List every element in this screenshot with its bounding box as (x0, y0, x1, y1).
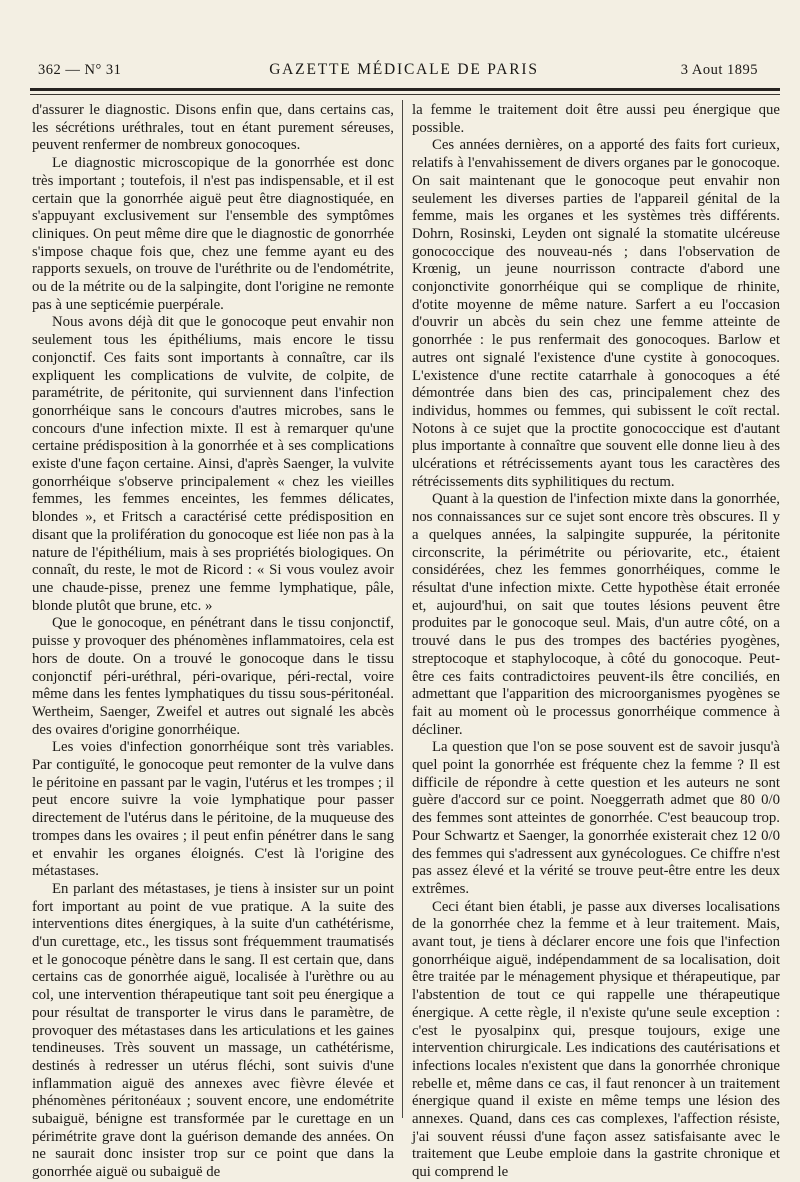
paragraph: Nous avons déjà dit que le gonocoque peut envahir non seulement tous les épithéliums, mais encore le tissu conjonctif. Ces faits sont importants à connaître, car ils expliquent les complications de vulvite, de colpite, de paramétrite, de péritonite, qui surviennent dans l'infection gonorrhéique sans le concours d'autres microbes, sans le concours d'une infection mixte. Il est à remarquer qu'une certaine prédisposition à la gonorrhée et à ses complications existe d'une façon certaine. Ainsi, d'après Saenger, la vulvite gonorrhéique s'observe principalement « chez les vieilles femmes, les femmes enceintes, les femmes délicates, blondes », et Fritsch a caractérisé cette prédisposition en disant que la prolifération du gonocoque est liée non pas à la nature de l'épithélium, mais à ses propriétés biologiques. On connaît, du reste, le mot de Ricord : « Si vous voulez avoir une chaude-pisse, prenez une femme lymphatique, pâle, blonde plutôt que brune, etc. » (32, 314, 394, 614)
header-rule-thick (30, 88, 780, 91)
paragraph: En parlant des métastases, je tiens à insister sur un point fort important au point de vue pratique. A la suite des interventions dites énergiques, à la suite d'un cathétérisme, d'un curettage, etc., les tissus sont fréquemment traumatisés et le gonocoque pénètre dans le sang. Il est certain que, dans certains cas de gonorrhée aiguë, localisée à l'urèthre ou au col, une intervention thérapeutique tant soit peu énergique a pour résultat de transporter le virus dans le paramètre, de provoquer des métastases dans les articulations et les gaines tendineuses. Très souvent un massage, un cathétérisme, destinés à redresser un utérus fléchi, sont suivis d'une inflammation aiguë des annexes avec fièvre élevée et phénomènes péritonéaux ; souvent encore, une endométrite subaiguë, bénigne est transformée par le curettage en un périmétrite grave dont la guérison demande des années. On ne saurait donc insister trop sur ce point que dans la gonorrhée aiguë ou subaiguë de (32, 880, 394, 1181)
paragraph: Ceci étant bien établi, je passe aux diverses localisations de la gonorrhée chez la femme et à leur traitement. Mais, avant tout, je tiens à déclarer encore une fois que l'infection gonorrhéique aiguë, indépendamment de sa localisation, doit être traitée par le ménagement physique et thérapeutique, par l'abstention de tout ce qui rappelle une thérapeutique énergique. A cette règle, il n'existe qu'une seule exception : c'est le pyosalpinx qui, presque toujours, exige une intervention chirurgicale. Les indications des cautérisations et infections locales n'existent que dans la gonorrhée chronique rebelle et, même dans ce cas, il faut renoncer à un traitement énergique quand il existe en même temps une lésion des annexes. Quand, dans ces cas complexes, l'affection résiste, j'ai souvent réussi d'une façon assez satisfaisante avec le traitement que Leube emploie dans la gastrite chronique et qui comprend le (412, 898, 780, 1181)
paragraph: Ces années dernières, on a apporté des faits fort curieux, relatifs à l'envahissement de divers organes par le gonocoque. On sait maintenant que le gonocoque peut envahir non seulement les diverses parties de l'appareil génital de la femme, mais les organes et les systèmes très différents. Dohrn, Rosinski, Leyden ont signalé la stomatite ulcéreuse gonococcique des nouveau-nés ; dans l'observation de Krœnig, un jeune nourrisson contracte d'abord une conjonctivite gonorrhéique qui se complique de rhinite, d'otite moyenne de même nature. Sarfert a eu l'occasion d'ouvrir un abcès du sein chez une femme atteinte de gonorrhée : le pus renfermait des gonocoques. Barlow et autres ont signalé l'existence d'une cystite à gonocoques. L'existence d'une rectite catarrhale à gonocoques a été démontrée dans bien des cas, principalement chez des individus, hommes ou femmes, qui subissent le coït rectal. Notons à ce sujet que la proctite gonococcique est d'autant plus importante à connaître que souvent elle donne lieu à des ulcérations et rétrécissements ayant tous les caractères des rétrécissements dits syphilitiques du rectum. (412, 137, 780, 490)
column-divider (402, 100, 403, 1118)
header-rule-thin (30, 94, 780, 95)
paragraph: d'assurer le diagnostic. Disons enfin que, dans certains cas, les sécrétions uréthrales, tout en étant purement séreuses, peuvent renfermer de nombreux gonocoques. (32, 102, 394, 154)
right-column (412, 102, 780, 1181)
paragraph: Que le gonocoque, en pénétrant dans le tissu conjonctif, puisse y provoquer des phénomènes inflammatoires, cela est hors de doute. On a trouvé le gonocoque dans le tissu conjonctif péri-uréthral, péri-ovarique, péri-rectal, voire même dans les fentes lymphatiques du tissu sous-péritonéal. Wertheim, Saenger, Zweifel et autres out signalé les abcès des ovaires d'origine gonorrhéique. (32, 615, 394, 738)
paragraph: La question que l'on se pose souvent est de savoir jusqu'à quel point la gonorrhée est fréquente chez la femme ? Il est difficile de répondre à cette question et les auteurs ne sont guère d'accord sur ce point. Noeggerrath admet que 80 0/0 des femmes sont atteintes de gonorrhée. C'est beaucoup trop. Pour Schwartz et Saenger, la gonorrhée existerait chez 12 0/0 des femmes qui s'adressent aux gynécologues. Ce chiffre n'est pas assez élevé et la vérité se trouve peut-être entre les deux extrêmes. (412, 739, 780, 897)
journal-title: GAZETTE MÉDICALE DE PARIS (269, 61, 539, 78)
page-header (30, 58, 778, 86)
issue-date: 3 Aout 1895 (680, 62, 758, 78)
paragraph: Le diagnostic microscopique de la gonorrhée est donc très important ; toutefois, il n'est pas indispensable, et il est certain que la gonorrhée aiguë peut être diagnostiquée, en s'appuyant exclusivement sur l'ensemble des symptômes cliniques. On peut même dire que le diagnostic de gonorrhée s'impose chaque fois que, chez une femme ayant eu des rapports sexuels, on trouve de l'uréthrite ou de l'endométrite, ou de la métrite ou de la salpingite, dont l'origine ne remonte pas à une septicémie puerpérale. (32, 155, 394, 313)
left-column (32, 102, 394, 1181)
paragraph: Quant à la question de l'infection mixte dans la gonorrhée, nos connaissances sur ce sujet sont encore très obscures. Il y a quelques années, la salpingite suppurée, la péritonite circonscrite, la périmétrite ou périovarite, etc., étaient considérées, chez les femmes gonorrhéiques, comme le résultat d'une infection mixte. Cette hypothèse était erronée et, aujourd'hui, on sait que toutes lésions peuvent être produites par le gonocoque seul. Mais, d'un autre côté, on a trouvé dans le pus des trompes des bactéries pyogènes, streptocoque et staphylocoque, à côté du gonocoque. Peut-être ces faits contradictoires peuvent-ils être conciliés, en admettant que l'apparition des microorganismes pyogènes se fait au moment où le processus gonorrhéique commence à décliner. (412, 491, 780, 738)
paragraph: Les voies d'infection gonorrhéique sont très variables. Par contiguïté, le gonocoque peut remonter de la vulve dans le péritoine en passant par le vagin, l'utérus et les trompes ; il peut encore suivre la voie lymphatique pour passer directement de l'utérus dans le péritoine, de la muqueuse des trompes dans les ovaires ; il peut enfin pénétrer dans le sang et envahir les organes éloignés. C'est là l'origine des métastases. (32, 739, 394, 880)
page-number: 362 — N° 31 (38, 62, 122, 78)
paragraph: la femme le traitement doit être aussi peu énergique que possible. (412, 102, 780, 136)
